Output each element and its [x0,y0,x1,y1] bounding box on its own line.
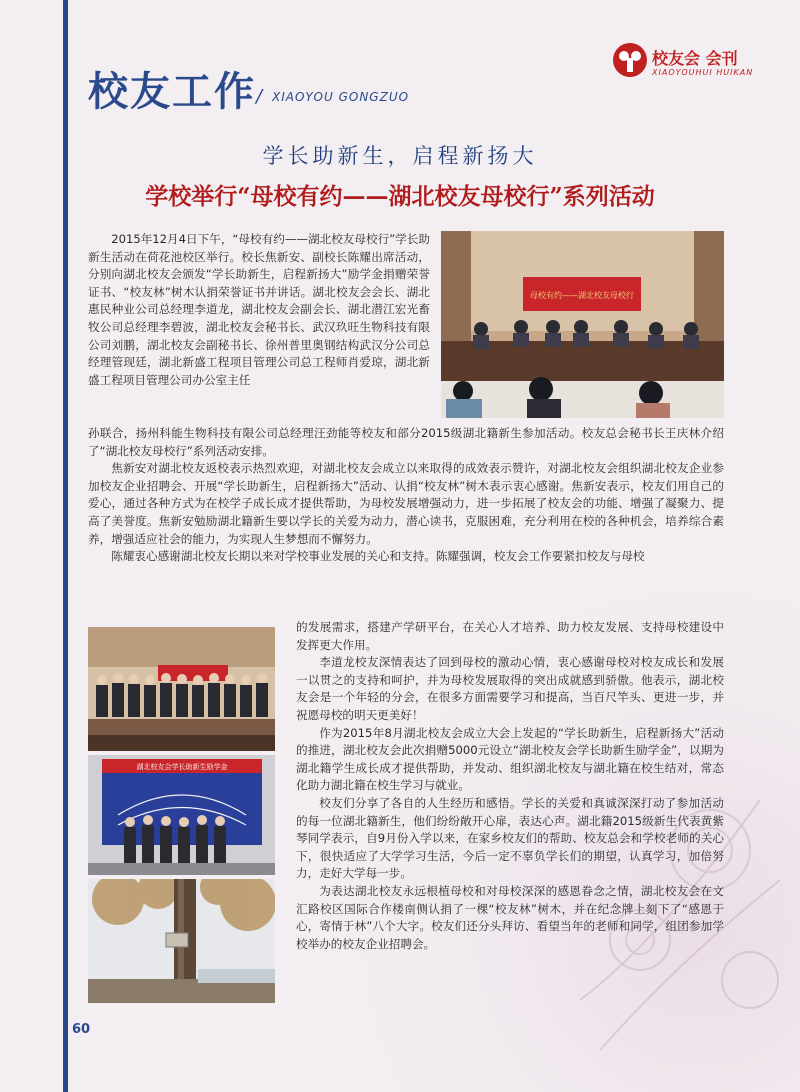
poster-heading-text: 湖北校友会学长助新生励学金 [136,763,228,771]
article-subtitle: 学长助新生，启程新扬大 [262,144,538,168]
paragraph-1-continued: 孙联合，扬州科能生物科技有限公司总经理汪劲能等校友和部分2015级湖北籍新生参加活动。校友总会秘书长王庆林介绍了“湖北校友母校行”系列活动安排。 [88,426,724,458]
header-separator: / [256,86,263,107]
meeting-photo [441,231,724,418]
journal-brand-pinyin: XIAOYOUHUI HUIKAN [652,68,754,77]
article-right-column-text [296,619,724,953]
paragraph-4: 李道龙校友深情表达了回到母校的激动心情，衷心感谢母校对校友成长和发展一以贯之的支持和呵护，并为母校发展取得的突出成就感到骄傲。他表示，湖北校友会是一个年轻的分会，在很多方面需要学习和提高，当百尺竿头、更进一步，并祝愿母校的明天更美好！ [296,655,724,722]
group-photo-meeting-room [88,627,275,751]
article-full-text [88,425,724,566]
group-photo-poster [88,755,275,875]
paragraph-7: 为表达湖北校友永远根植母校和对母校深深的感恩眷念之情，湖北校友会在文汇路校区国际合作楼南侧认捐了一棵“校友林”树木，并在纪念牌上刻下了“感恩于心，寄情于林”八个大字。校友们还分头拜访、看望当年的老师和同学，组团参加学校举办的校友企业招聘会。 [296,883,724,951]
paragraph-6: 校友们分享了各自的人生经历和感悟。学长的关爱和真诚深深打动了参加活动的每一位湖北籍新生，他们纷纷敞开心扉，表达心声。湖北籍2015级新生代表黄紫琴同学表示，自9月份入学以来，在家乡校友们的帮助、校友总会和学校老师的关心下，很快适应了大学学习生活，今后一定不辜负学长们的期望，认真学习，加倍努力，走好大学每一步。 [296,795,724,881]
section-title: 校友工作 [88,69,256,115]
paragraph-2: 焦新安对湖北校友返校表示热烈欢迎，对湖北校友会成立以来取得的成效表示赞许，对湖北校友会组织湖北校友企业参加校友企业招聘会、开展“学长助新生，启程新扬大”活动、认捐“校友林”树木表示衷心感谢。焦新安表示，校友们用自己的爱心，通过各种方式为在校学子成长成才提供帮助，为母校发展增强动力，进一步拓展了校友会的功能、增强了凝聚力、提高了美誉度。焦新安勉励湖北籍新生要以学长的关爱为动力，潜心读书，克服困难，充分利用在校的各种机会，培养综合素养，增强适应社会的能力，为实现人生梦想而不懈努力。 [88,461,724,546]
section-pinyin: XIAOYOU GONGZUO [272,90,410,104]
alumni-association-logo [612,42,648,78]
paragraph-5: 作为2015年8月湖北校友会成立大会上发起的“学长助新生，启程新扬大”活动的推进，湖北校友会此次捐赠5000元设立“湖北校友会学长助新生励学金”，以期为湖北籍学生成长成才提供帮助，并发动、组织湖北校友与湖北籍在校生结对，常态化助力湖北籍在校生学习与就业。 [296,725,724,793]
page-number: 60 [72,1022,91,1037]
paragraph-1: 2015年12月4日下午，“母校有约——湖北校友母校行”学长助新生活动在荷花池校区举行。校长焦新安、副校长陈耀出席活动，分别向湖北校友会颁发“学长助新生，启程新扬大”励学金捐赠荣誉证书、“校友林”树木认捐荣誉证书并讲话。湖北校友会会长、湖北惠民种业公司总经理李道龙，湖北校友会副会长、湖北潜江宏光畜牧公司总经理李碧波，湖北校友会秘书长、武汉玖旺生物科技有限公司刘鹏，湖北校友会副秘书长、徐州普里奥钢结构武汉分公司总经理管现廷，湖北新盛工程项目管理公司总工程师肖爱琼，湖北新盛工程项目管理公司办公室主任 [88,232,430,387]
paragraph-3-continued: 的发展需求，搭建产学研平台，在关心人才培养、助力校友发展、支持母校建设中发挥更大作用。 [296,620,724,652]
paragraph-3: 陈耀衷心感谢湖北校友长期以来对学校事业发展的关心和支持。陈耀强调，校友会工作要紧扣校友与母校 [111,549,645,564]
tree-photo [88,879,275,1003]
article-title: 学校举行“母校有约——湖北校友母校行”系列活动 [145,183,655,210]
article-column-text [88,231,430,389]
meeting-banner-text: 母校有约——湖北校友母校行 [530,291,634,300]
journal-brand-title: 校友会 会刊 [652,49,738,68]
